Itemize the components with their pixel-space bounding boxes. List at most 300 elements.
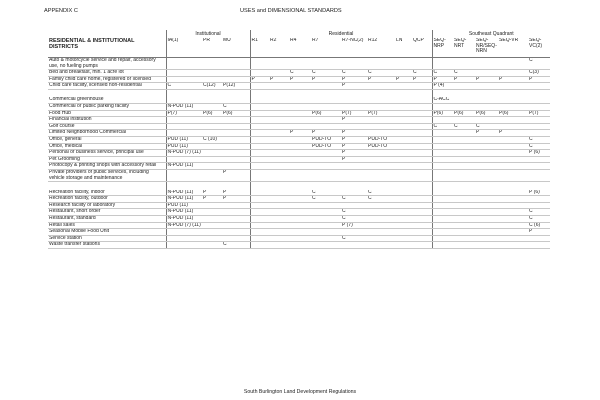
table-cell: PUD (11) — [166, 202, 202, 209]
table-cell: C-ACC — [432, 97, 453, 103]
table-cell — [453, 242, 475, 249]
table-cell — [202, 242, 222, 249]
table-cell — [498, 170, 528, 182]
table-cell — [269, 182, 289, 190]
table-cell — [250, 229, 269, 236]
table-cell: N-PUD (7) (11) — [167, 149, 201, 156]
table-cell — [498, 123, 528, 130]
table-cell — [498, 156, 528, 163]
table-cell: C — [166, 83, 202, 90]
table-cell — [475, 89, 498, 97]
table-cell — [498, 137, 528, 144]
column-header: R2 — [269, 38, 289, 58]
table-cell: P(7) — [341, 110, 367, 117]
table-cell — [289, 196, 311, 203]
use-label: Pet Grooming — [48, 156, 166, 163]
use-label — [48, 89, 166, 97]
table-cell — [395, 89, 412, 97]
table-cell — [222, 216, 250, 223]
table-cell — [250, 209, 269, 216]
table-cell — [341, 89, 367, 97]
table-cell — [528, 163, 550, 170]
table-cell — [222, 137, 250, 144]
table-cell: P — [341, 83, 367, 90]
table-cell — [498, 70, 528, 77]
column-header: R7 — [311, 38, 341, 58]
table-cell — [453, 143, 475, 150]
table-cell: P(7) — [528, 110, 550, 117]
table-cell — [475, 117, 498, 124]
table-cell — [250, 143, 269, 150]
table-cell: P — [289, 76, 311, 83]
table-cell — [498, 209, 528, 216]
table-cell: P — [341, 130, 367, 137]
table-cell — [367, 150, 395, 157]
group-institutional: Institutional — [166, 30, 250, 38]
table-cell — [432, 242, 453, 249]
table-cell: C — [453, 123, 475, 130]
table-cell — [432, 89, 453, 97]
table-cell — [453, 163, 475, 170]
table-cell — [289, 182, 311, 190]
table-cell — [166, 235, 202, 242]
table-cell — [222, 156, 250, 163]
table-cell — [498, 143, 528, 150]
table-cell: P — [395, 76, 412, 83]
table-row — [48, 143, 550, 150]
table-cell — [453, 58, 475, 70]
table-cell — [395, 163, 412, 170]
table-cell — [269, 150, 289, 157]
table-cell: P (4) — [432, 83, 453, 90]
table-cell — [311, 229, 341, 236]
table-cell: C — [453, 70, 475, 77]
table-cell — [269, 216, 289, 223]
table-cell — [453, 229, 475, 236]
table-cell — [412, 235, 432, 242]
table-cell: P (6) — [528, 150, 550, 157]
table-cell: C — [412, 70, 432, 77]
table-cell — [250, 196, 269, 203]
table-cell — [395, 123, 412, 130]
table-cell — [395, 216, 412, 223]
table-cell — [166, 70, 202, 77]
table-cell — [395, 235, 412, 242]
table-cell — [432, 130, 453, 137]
table-row — [48, 170, 550, 182]
table-cell: P — [289, 130, 311, 137]
table-cell — [289, 83, 311, 90]
table-row — [48, 130, 550, 137]
table-cell — [453, 89, 475, 97]
table-cell — [475, 229, 498, 236]
table-row — [48, 163, 550, 170]
table-row — [48, 196, 550, 203]
table-cell — [498, 196, 528, 203]
table-cell: P — [367, 76, 395, 83]
table-cell: C — [367, 70, 395, 77]
use-label: Food Hub — [48, 110, 166, 117]
table-cell — [367, 170, 395, 182]
use-label: Family child care home, registered or licensed — [48, 76, 166, 83]
table-cell: P(7) — [166, 110, 202, 117]
table-cell — [269, 156, 289, 163]
column-header: SEQ-NRP — [432, 38, 453, 58]
table-cell — [367, 202, 395, 209]
table-cell — [222, 130, 250, 137]
table-cell — [269, 58, 289, 70]
table-cell — [475, 182, 498, 190]
table-cell — [289, 202, 311, 209]
table-cell: P — [311, 76, 341, 83]
column-header: LN — [395, 38, 412, 58]
table-cell — [341, 182, 367, 190]
table-cell: C — [528, 209, 550, 216]
table-cell — [269, 110, 289, 117]
table-cell — [475, 104, 498, 111]
table-cell — [453, 137, 475, 144]
table-cell — [412, 182, 432, 190]
table-cell — [269, 137, 289, 144]
table-cell — [341, 123, 367, 130]
table-cell — [202, 235, 222, 242]
table-cell — [166, 58, 202, 70]
table-cell — [250, 156, 269, 163]
table-cell — [432, 229, 453, 236]
table-cell — [432, 163, 453, 170]
table-cell — [289, 163, 311, 170]
table-row — [48, 202, 550, 209]
table-cell — [269, 104, 289, 111]
table-cell — [412, 123, 432, 130]
table-cell — [222, 163, 250, 170]
table-cell — [498, 229, 528, 236]
table-cell — [395, 137, 412, 144]
table-cell — [202, 170, 222, 182]
table-cell — [528, 202, 550, 209]
table-cell — [528, 130, 550, 137]
table-cell — [528, 117, 550, 124]
table-cell — [395, 130, 412, 137]
table-cell — [311, 222, 341, 229]
table-cell — [528, 89, 550, 97]
table-cell — [453, 235, 475, 242]
table-cell: C — [528, 137, 550, 144]
table-cell: P — [250, 76, 269, 83]
table-cell — [412, 130, 432, 137]
table-cell: N-PUD (11) — [166, 190, 202, 196]
table-cell — [367, 209, 395, 216]
table-cell: P — [498, 76, 528, 83]
table-cell — [412, 89, 432, 97]
table-cell — [341, 104, 367, 111]
table-cell — [395, 202, 412, 209]
table-cell — [269, 209, 289, 216]
use-label: Office, medical — [48, 143, 166, 150]
table-cell — [202, 216, 222, 223]
column-header: IA(1) — [166, 38, 202, 58]
table-cell: PUD-TO — [367, 143, 395, 150]
table-cell — [289, 137, 311, 144]
table-cell — [341, 58, 367, 70]
table-cell: C — [367, 190, 395, 196]
table-cell — [475, 170, 498, 182]
table-cell — [269, 123, 289, 130]
table-cell — [166, 76, 202, 83]
column-header: R4 — [289, 38, 311, 58]
table-cell — [311, 156, 341, 163]
use-label: Photocopy & printing shops with accessory retail — [48, 163, 166, 170]
table-cell: P — [341, 156, 367, 163]
table-cell — [269, 70, 289, 77]
table-cell — [475, 83, 498, 90]
table-cell: P (6) — [528, 190, 550, 196]
use-label: Personal or business service, principal use — [48, 150, 166, 157]
table-cell — [453, 104, 475, 111]
table-cell — [475, 150, 498, 157]
table-row — [48, 117, 550, 124]
column-header: SEQ-NRT — [453, 38, 475, 58]
table-cell: P — [528, 229, 550, 236]
table-cell — [311, 242, 341, 249]
table-cell — [412, 137, 432, 144]
table-cell — [166, 170, 202, 182]
table-row — [48, 182, 550, 190]
table-cell — [289, 89, 311, 97]
table-cell — [367, 242, 395, 249]
table-cell — [528, 123, 550, 130]
table-cell — [432, 137, 453, 144]
table-cell — [432, 156, 453, 163]
table-cell — [311, 182, 341, 190]
table-row — [48, 242, 550, 249]
table-cell — [202, 58, 222, 70]
table-cell — [453, 130, 475, 137]
use-label: Research facility or laboratory — [48, 202, 166, 209]
table-cell — [395, 150, 412, 157]
table-cell — [475, 235, 498, 242]
table-cell: N-PUD (11) — [166, 163, 202, 170]
table-title: RESIDENTIAL & INSTITUTIONAL DISTRICTS — [48, 38, 166, 58]
table-cell — [395, 209, 412, 216]
table-cell: C — [341, 196, 367, 203]
table-cell: C — [311, 190, 341, 196]
table-cell — [269, 83, 289, 90]
table-cell — [528, 156, 550, 163]
table-cell: P(6) — [311, 110, 341, 117]
table-cell — [202, 89, 222, 97]
table-cell: PUD-TO — [367, 137, 395, 144]
table-cell — [289, 229, 311, 236]
table-cell: C — [311, 70, 341, 77]
table-cell — [412, 209, 432, 216]
table-cell — [498, 163, 528, 170]
table-cell — [412, 104, 432, 111]
use-label: Commercial greenhouse — [48, 97, 166, 103]
table-cell — [528, 235, 550, 242]
table-cell — [269, 229, 289, 236]
table-cell: C — [341, 235, 367, 242]
table-cell — [269, 89, 289, 97]
table-cell — [367, 123, 395, 130]
table-cell — [250, 163, 269, 170]
table-cell: C — [432, 70, 453, 77]
appendix-label: APPENDIX C — [44, 8, 78, 14]
column-header: QCP — [412, 38, 432, 58]
table-cell — [432, 216, 453, 223]
table-cell — [395, 242, 412, 249]
table-cell — [269, 143, 289, 150]
table-cell — [222, 229, 250, 236]
table-cell — [202, 222, 222, 229]
table-cell — [166, 156, 202, 163]
table-cell: PUD (11) — [166, 143, 202, 150]
table-cell — [202, 143, 222, 150]
table-cell — [311, 216, 341, 223]
table-cell — [166, 242, 202, 249]
table-cell — [498, 222, 528, 229]
table-cell — [395, 182, 412, 190]
table-cell — [202, 229, 222, 236]
table-cell — [528, 182, 550, 190]
table-cell — [412, 163, 432, 170]
table-cell — [453, 117, 475, 124]
table-cell — [367, 229, 395, 236]
table-cell — [222, 89, 250, 97]
table-cell — [498, 150, 528, 157]
table-cell — [412, 170, 432, 182]
table-cell — [202, 123, 222, 130]
table-row — [48, 89, 550, 97]
table-cell: P — [341, 76, 367, 83]
table-cell — [311, 209, 341, 216]
table-cell — [367, 156, 395, 163]
table-row — [48, 222, 550, 229]
table-cell — [250, 202, 269, 209]
table-cell — [289, 117, 311, 124]
table-cell — [250, 110, 269, 117]
table-cell — [412, 110, 432, 117]
table-cell — [475, 222, 498, 229]
table-row — [48, 235, 550, 242]
table-cell — [202, 182, 222, 190]
table-cell — [289, 58, 311, 70]
table-cell — [289, 235, 311, 242]
table-cell — [166, 182, 202, 190]
table-cell — [432, 235, 453, 242]
table-cell: P — [498, 130, 528, 137]
table-cell — [222, 182, 250, 190]
table-cell — [341, 229, 367, 236]
use-label: Private providers of public services, including vehicle storage and maintenance — [48, 170, 166, 182]
table-cell — [412, 117, 432, 124]
table-cell: P(7) — [367, 110, 395, 117]
table-cell — [453, 170, 475, 182]
use-label: Seasonal Mobile Food Unit — [48, 229, 166, 236]
table-cell — [222, 150, 250, 157]
table-cell: C — [222, 242, 250, 249]
page-footer: South Burlington Land Development Regulations — [243, 389, 357, 395]
table-row — [48, 209, 550, 216]
table-cell — [395, 117, 412, 124]
table-cell — [202, 104, 222, 111]
use-label: Bed and breakfast, min. 1 acre lot — [48, 70, 166, 77]
use-label — [48, 182, 166, 190]
table-cell — [412, 58, 432, 70]
table-cell: P — [269, 76, 289, 83]
table-cell — [166, 130, 202, 137]
table-cell — [222, 235, 250, 242]
table-cell — [498, 104, 528, 111]
table-cell — [289, 143, 311, 150]
table-cell: C — [311, 196, 341, 203]
table-cell — [250, 130, 269, 137]
table-row — [48, 229, 550, 236]
table-cell — [367, 117, 395, 124]
table-cell — [395, 222, 412, 229]
table-cell — [395, 110, 412, 117]
table-cell — [498, 235, 528, 242]
table-cell: C — [528, 216, 550, 223]
column-header: R7-NC(2) — [341, 38, 367, 58]
table-cell — [432, 202, 453, 209]
table-cell: N-PUD (11) — [166, 104, 202, 111]
table-cell — [453, 216, 475, 223]
table-cell — [250, 58, 269, 70]
table-cell: P — [341, 137, 367, 144]
table-cell — [475, 216, 498, 223]
table-cell — [311, 117, 341, 124]
table-cell — [222, 123, 250, 130]
table-cell: P — [528, 76, 550, 83]
table-cell — [341, 163, 367, 170]
table-cell — [367, 83, 395, 90]
table-cell — [432, 143, 453, 150]
table-cell — [528, 242, 550, 249]
table-cell — [166, 123, 202, 130]
table-cell — [475, 143, 498, 150]
table-cell — [289, 222, 311, 229]
table-cell — [395, 143, 412, 150]
table-cell — [412, 222, 432, 229]
table-cell — [222, 76, 250, 83]
table-cell — [475, 202, 498, 209]
table-cell — [453, 156, 475, 163]
table-cell — [498, 83, 528, 90]
table-cell — [453, 202, 475, 209]
table-cell — [395, 156, 412, 163]
table-cell — [166, 117, 202, 124]
table-cell — [367, 182, 395, 190]
table-cell: C — [475, 123, 498, 130]
table-cell — [222, 202, 250, 209]
table-cell — [453, 196, 475, 203]
table-cell — [432, 150, 453, 157]
table-cell: P — [311, 130, 341, 137]
table-cell — [498, 216, 528, 223]
table-cell — [289, 156, 311, 163]
use-label: Auto & motorcycle service and repair, accessory use, no fueling pumps — [48, 58, 166, 70]
table-body — [48, 58, 550, 249]
column-header: MU — [222, 38, 250, 58]
table-cell — [269, 170, 289, 182]
table-cell: P — [341, 117, 367, 124]
table-cell — [250, 137, 269, 144]
table-cell — [475, 156, 498, 163]
table-cell: N-PUD (11) — [166, 209, 202, 216]
table-cell — [498, 58, 528, 70]
table-cell — [311, 170, 341, 182]
